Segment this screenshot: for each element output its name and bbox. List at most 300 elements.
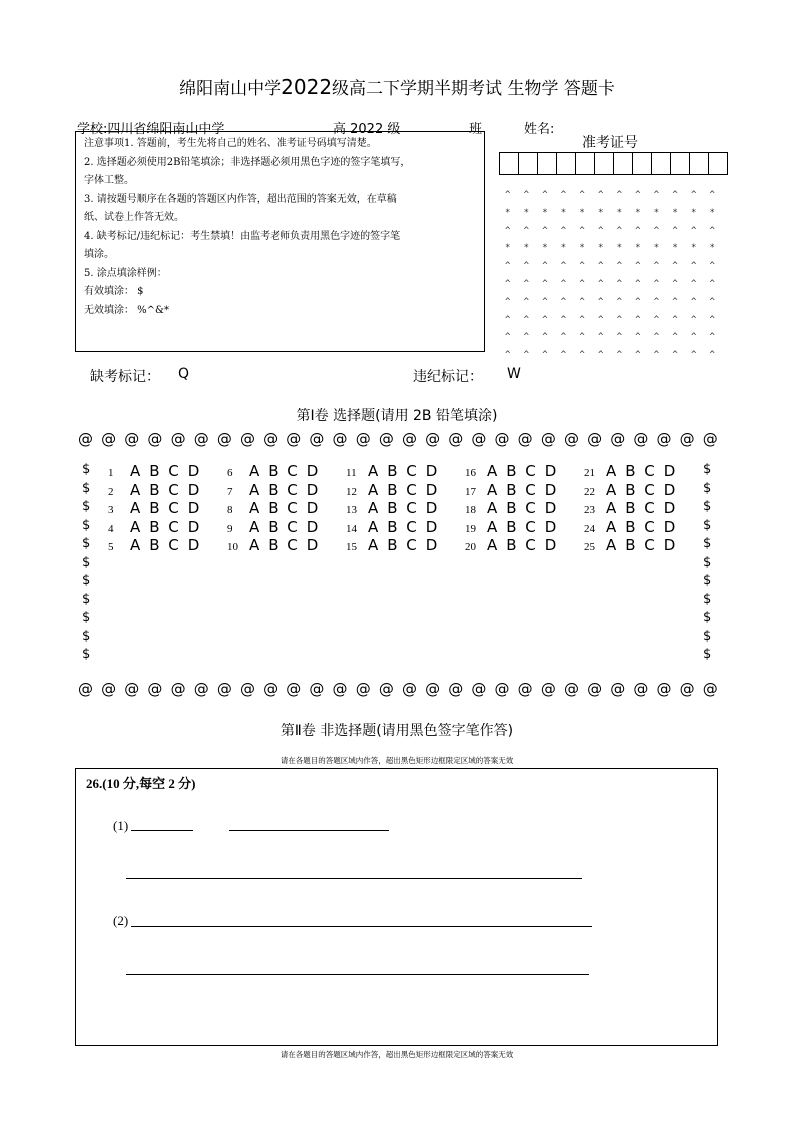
border-at-mark: @ [263, 680, 279, 698]
ticket-bubble[interactable]: ^ [635, 296, 641, 307]
ticket-bubble[interactable]: ^ [523, 225, 530, 236]
option-bubbles[interactable]: ABCD [487, 517, 566, 536]
ticket-bubble[interactable]: ^ [542, 261, 548, 272]
ticket-bubble[interactable]: ^ [653, 296, 660, 307]
ticket-bubble[interactable]: ^ [635, 225, 641, 236]
question-number: 15 [346, 541, 357, 553]
question-number: 8 [227, 504, 233, 516]
border-at-mark: @ [517, 430, 533, 448]
ticket-bubble[interactable]: * [523, 243, 530, 254]
border-at-mark: @ [425, 430, 441, 448]
choice-question[interactable] [227, 462, 346, 480]
absent-mark-bubble[interactable]: Q [178, 366, 190, 382]
border-at-mark: @ [610, 680, 626, 698]
border-dollar-mark: $ [703, 480, 712, 496]
border-at-mark: @ [448, 430, 464, 448]
option-bubbles[interactable]: ABCD [487, 462, 566, 480]
ticket-bubble[interactable]: ^ [616, 350, 622, 361]
option-bubbles[interactable]: ABCD [249, 499, 328, 517]
ticket-bubble[interactable]: ^ [635, 332, 641, 343]
ticket-bubble[interactable]: ^ [542, 314, 548, 325]
question-number: 10 [227, 541, 238, 553]
ticket-bubble[interactable]: * [635, 243, 641, 254]
ticket-bubble-grid[interactable] [500, 190, 720, 368]
ticket-bubble[interactable]: ^ [505, 296, 511, 307]
ticket-grid-row [500, 243, 720, 261]
ticket-bubble[interactable]: ^ [653, 190, 660, 200]
ticket-bubble[interactable]: * [616, 207, 622, 218]
ticket-bubble[interactable]: ^ [653, 261, 660, 272]
school-field: 学校:四川省绵阳南山中学 [77, 122, 225, 137]
option-bubbles[interactable]: ABCD [368, 517, 447, 536]
notice-line: 3. 请按题号顺序在各题的答题区内作答，超出范围的答案无效，在草稿 [84, 193, 397, 205]
answer-line[interactable] [131, 830, 193, 831]
question-number: 24 [584, 522, 595, 535]
answer-line[interactable] [126, 878, 582, 879]
choice-question[interactable] [346, 518, 465, 536]
ticket-bubble[interactable]: ^ [505, 278, 511, 289]
border-at-mark: @ [540, 430, 556, 448]
ticket-bubble[interactable]: ^ [579, 190, 585, 200]
notice-line: 填涂。 [84, 249, 114, 260]
border-at-mark: @ [170, 680, 186, 698]
ticket-bubble[interactable]: * [709, 243, 715, 254]
ticket-bubble[interactable]: ^ [635, 190, 641, 200]
ticket-bubble[interactable]: ^ [709, 261, 715, 272]
option-bubbles[interactable]: ABCD [249, 536, 328, 554]
choice-question[interactable] [346, 499, 465, 517]
ticket-number-boxes[interactable] [500, 152, 728, 175]
option-bubbles[interactable]: ABCD [249, 462, 328, 480]
ticket-bubble[interactable]: * [597, 207, 604, 218]
ticket-bubble[interactable]: ^ [709, 332, 715, 343]
option-bubbles[interactable]: ABCD [606, 499, 685, 517]
question-number: 18 [465, 504, 476, 516]
ticket-bubble[interactable]: ^ [542, 225, 548, 236]
border-top [78, 430, 718, 448]
ticket-bubble[interactable]: ^ [653, 350, 660, 361]
ticket-bubble[interactable]: ^ [579, 296, 585, 307]
border-at-mark: @ [679, 680, 695, 698]
ticket-bubble[interactable]: * [690, 207, 697, 218]
ticket-bubble[interactable]: * [616, 243, 622, 254]
border-dollar-mark: $ [703, 462, 712, 477]
border-at-mark: @ [286, 680, 302, 698]
choice-question[interactable] [584, 462, 703, 480]
ticket-bubble[interactable]: ^ [709, 314, 715, 325]
ticket-bubble[interactable]: * [505, 243, 511, 254]
ticket-bubble[interactable]: ^ [597, 296, 604, 307]
choice-question[interactable] [465, 536, 584, 554]
option-bubbles[interactable]: ABCD [606, 480, 685, 499]
answer-line[interactable] [229, 830, 389, 831]
ticket-bubble[interactable]: ^ [709, 225, 715, 236]
title-year: 2022 [281, 75, 333, 99]
ticket-bubble[interactable]: ^ [653, 314, 660, 325]
notice-line: 有效填涂： $ [84, 286, 144, 297]
ticket-grid-row [500, 226, 720, 244]
border-dollar-mark: $ [703, 647, 712, 662]
ticket-digit-box[interactable] [537, 152, 557, 175]
border-at-mark: @ [494, 430, 510, 448]
option-bubbles[interactable]: ABCD [130, 499, 209, 517]
ticket-bubble[interactable]: ^ [597, 190, 604, 200]
ticket-bubble[interactable]: ^ [597, 278, 604, 289]
answer-area-note-bottom: 请在各题目的答题区域内作答，超出黑色矩形边框限定区域的答案无效 [280, 1050, 514, 1059]
ticket-bubble[interactable]: ^ [505, 314, 511, 325]
ticket-bubble[interactable]: ^ [542, 350, 548, 361]
choice-question[interactable] [346, 462, 465, 480]
title-exam: 级高二下学期半期考试 生物学 答题卡 [332, 79, 615, 99]
ticket-bubble[interactable]: ^ [560, 190, 567, 200]
border-at-mark: @ [147, 680, 163, 698]
choice-question[interactable] [584, 536, 703, 554]
ticket-bubble[interactable]: ^ [560, 350, 567, 361]
ticket-bubble[interactable]: * [709, 207, 715, 218]
border-dollar-mark: $ [703, 517, 712, 533]
border-dollar-mark: $ [82, 628, 91, 644]
ticket-bubble[interactable]: ^ [505, 261, 511, 272]
ticket-bubble[interactable]: ^ [653, 332, 660, 343]
border-at-mark: @ [656, 680, 672, 698]
choice-question[interactable] [108, 499, 227, 517]
border-dollar-mark: $ [82, 573, 91, 588]
choice-question[interactable] [108, 481, 227, 499]
question-number: 19 [465, 522, 476, 535]
q26-part2-label: (2) [113, 913, 129, 928]
border-at-mark: @ [355, 430, 371, 448]
notice-line: 纸、试卷上作答无效。 [84, 212, 184, 223]
ticket-bubble[interactable]: ^ [709, 278, 715, 289]
question-number: 5 [108, 541, 114, 553]
question-number: 3 [108, 504, 114, 516]
ticket-bubble[interactable]: ^ [616, 261, 622, 272]
option-bubbles[interactable]: ABCD [487, 499, 566, 517]
ticket-digit-box[interactable] [651, 152, 671, 175]
ticket-bubble[interactable]: ^ [672, 261, 678, 272]
answer-area-note-top: 请在各题目的答题区域内作答，超出黑色矩形边框限定区域的答案无效 [280, 756, 514, 765]
section1-title: 第Ⅰ卷 选择题(请用 2B 铅笔填涂) [296, 408, 498, 424]
border-dollar-mark: $ [82, 462, 91, 477]
ticket-grid-row [500, 332, 720, 350]
ticket-bubble[interactable]: ^ [690, 190, 697, 200]
option-bubbles[interactable]: ABCD [606, 536, 685, 554]
choice-question[interactable] [584, 481, 703, 499]
ticket-bubble[interactable]: ^ [579, 261, 585, 272]
ticket-bubble[interactable]: ^ [616, 332, 622, 343]
border-at-mark: @ [170, 430, 186, 448]
ticket-bubble[interactable]: ^ [690, 225, 697, 236]
ticket-bubble[interactable]: ^ [690, 314, 697, 325]
ticket-bubble[interactable]: ^ [579, 225, 585, 236]
choice-question[interactable] [346, 481, 465, 499]
answer-line[interactable] [131, 926, 592, 927]
ticket-bubble[interactable]: * [653, 243, 660, 254]
ticket-bubble[interactable]: * [505, 207, 511, 218]
section2-title: 第Ⅱ卷 非选择题(请用黑色签字笔作答) [280, 723, 514, 739]
option-bubbles[interactable]: ABCD [487, 480, 566, 499]
ticket-bubble[interactable]: * [542, 207, 548, 218]
ticket-bubble[interactable]: ^ [523, 350, 530, 361]
ticket-bubble[interactable]: ^ [523, 332, 530, 343]
ticket-bubble[interactable]: ^ [690, 278, 697, 289]
border-at-mark: @ [633, 680, 649, 698]
ticket-bubble[interactable]: * [653, 207, 660, 218]
question-number: 11 [346, 467, 357, 479]
ticket-bubble[interactable]: ^ [523, 190, 530, 200]
choice-question[interactable] [465, 499, 584, 517]
ticket-digit-box[interactable] [575, 152, 595, 175]
ticket-bubble[interactable]: ^ [672, 350, 678, 361]
question-number: 7 [227, 485, 233, 498]
ticket-bubble[interactable]: ^ [597, 350, 604, 361]
ticket-bubble[interactable]: ^ [709, 190, 715, 200]
border-at-mark: @ [378, 430, 394, 448]
title-school: 绵阳南山中学 [179, 79, 282, 99]
option-bubbles[interactable]: ABCD [606, 517, 685, 536]
notice-line: 5. 涂点填涂样例： [84, 267, 167, 279]
ticket-bubble[interactable]: ^ [635, 314, 641, 325]
ticket-bubble[interactable]: ^ [523, 261, 530, 272]
choice-question[interactable] [108, 462, 227, 480]
border-dollar-mark: $ [82, 517, 91, 533]
border-at-mark: @ [471, 430, 487, 448]
ticket-bubble[interactable]: ^ [505, 350, 511, 361]
choice-question[interactable] [227, 536, 346, 554]
question-number: 16 [465, 467, 476, 479]
border-dollar-mark: $ [703, 610, 712, 625]
ticket-bubble[interactable]: ^ [542, 332, 548, 343]
ticket-bubble[interactable]: ^ [597, 332, 604, 343]
choice-question[interactable] [584, 499, 703, 517]
ticket-bubble[interactable]: ^ [690, 296, 697, 307]
question-number: 6 [227, 467, 233, 479]
border-at-mark: @ [679, 430, 695, 448]
border-at-mark: @ [587, 430, 603, 448]
choice-question[interactable] [227, 518, 346, 536]
ticket-bubble[interactable]: ^ [616, 190, 622, 200]
border-at-mark: @ [633, 430, 649, 448]
ticket-bubble[interactable]: ^ [653, 225, 660, 236]
ticket-bubble[interactable]: ^ [579, 332, 585, 343]
answer-box-26[interactable] [75, 768, 718, 1046]
option-bubbles[interactable]: ABCD [368, 480, 447, 499]
ticket-bubble[interactable]: ^ [672, 225, 678, 236]
question-26-title: 26.(10 分,每空 2 分) [86, 776, 196, 791]
ticket-bubble[interactable]: * [560, 243, 567, 254]
ticket-bubble[interactable]: ^ [579, 314, 585, 325]
ticket-bubble[interactable]: ^ [579, 350, 585, 361]
ticket-bubble[interactable]: * [672, 243, 678, 254]
violation-mark-bubble[interactable]: W [507, 366, 521, 382]
border-dollar-mark: $ [82, 536, 91, 551]
ticket-bubble[interactable]: ^ [597, 225, 604, 236]
question-number: 9 [227, 522, 233, 535]
ticket-bubble[interactable]: ^ [672, 332, 678, 343]
ticket-bubble[interactable]: ^ [690, 332, 697, 343]
ticket-bubble[interactable]: ^ [560, 314, 567, 325]
option-bubbles[interactable]: ABCD [130, 517, 209, 536]
option-bubbles[interactable]: ABCD [249, 517, 328, 536]
ticket-bubble[interactable]: ^ [523, 278, 530, 289]
ticket-bubble[interactable]: * [560, 207, 567, 218]
option-bubbles[interactable]: ABCD [368, 462, 447, 480]
border-at-mark: @ [702, 680, 718, 698]
ticket-bubble[interactable]: ^ [505, 332, 511, 343]
ticket-bubble[interactable]: ^ [523, 314, 530, 325]
ticket-bubble[interactable]: * [672, 207, 678, 218]
border-dollar-mark: $ [82, 480, 91, 496]
question-number: 4 [108, 522, 114, 535]
border-dollar-mark: $ [82, 647, 91, 662]
question-number: 23 [584, 504, 595, 516]
ticket-grid-row [500, 315, 720, 333]
ticket-bubble[interactable]: ^ [597, 314, 604, 325]
question-number: 13 [346, 504, 357, 516]
notice-line: 2. 选择题必须使用2B铅笔填涂；非选择题必须用黑色字迹的签字笔填写， [84, 156, 411, 168]
name-field[interactable]: 姓名: [524, 122, 555, 137]
option-bubbles[interactable]: ABCD [368, 536, 447, 554]
option-bubbles[interactable]: ABCD [368, 499, 447, 517]
choice-question[interactable] [584, 518, 703, 536]
violation-mark-label: 违纪标记： [413, 369, 483, 385]
border-at-mark: @ [656, 430, 672, 448]
ticket-bubble[interactable]: ^ [542, 296, 548, 307]
ticket-bubble[interactable]: * [597, 243, 604, 254]
choice-question[interactable] [227, 481, 346, 499]
ticket-bubble[interactable]: ^ [672, 296, 678, 307]
ticket-grid-row [500, 190, 720, 208]
absent-mark-label: 缺考标记： [90, 369, 160, 385]
ticket-bubble[interactable]: ^ [709, 296, 715, 307]
ticket-bubble[interactable]: ^ [579, 278, 585, 289]
ticket-bubble[interactable]: ^ [635, 278, 641, 289]
ticket-bubble[interactable]: * [542, 243, 548, 254]
grade-field: 高 2022 级 [333, 122, 401, 137]
border-at-mark: @ [216, 680, 232, 698]
ticket-bubble[interactable]: ^ [635, 350, 641, 361]
border-at-mark: @ [378, 680, 394, 698]
border-at-mark: @ [147, 430, 163, 448]
ticket-bubble[interactable]: ^ [672, 278, 678, 289]
ticket-bubble[interactable]: * [690, 243, 697, 254]
choice-question[interactable] [465, 462, 584, 480]
ticket-bubble[interactable]: ^ [616, 296, 622, 307]
border-dollar-mark: $ [703, 628, 712, 644]
ticket-bubble[interactable]: ^ [560, 332, 567, 343]
ticket-bubble[interactable]: ^ [690, 261, 697, 272]
answer-line[interactable] [126, 974, 589, 975]
ticket-bubble[interactable]: * [579, 207, 585, 218]
ticket-digit-box[interactable] [518, 152, 538, 175]
ticket-bubble[interactable]: ^ [560, 225, 567, 236]
choice-question[interactable] [108, 518, 227, 536]
border-at-mark: @ [563, 430, 579, 448]
question-number: 22 [584, 485, 595, 498]
ticket-bubble[interactable]: ^ [635, 261, 641, 272]
question-number: 21 [584, 467, 595, 479]
ticket-bubble[interactable]: ^ [690, 350, 697, 361]
choice-question[interactable] [346, 536, 465, 554]
ticket-bubble[interactable]: ^ [560, 296, 567, 307]
question-number: 25 [584, 541, 595, 553]
choice-question[interactable] [465, 481, 584, 499]
choice-question[interactable] [227, 499, 346, 517]
option-bubbles[interactable]: ABCD [487, 536, 566, 554]
ticket-bubble[interactable]: * [635, 207, 641, 218]
border-at-mark: @ [101, 430, 117, 448]
ticket-digit-box[interactable] [594, 152, 614, 175]
border-at-mark: @ [587, 680, 603, 698]
ticket-bubble[interactable]: ^ [560, 278, 567, 289]
border-at-mark: @ [309, 430, 325, 448]
ticket-bubble[interactable]: ^ [523, 296, 530, 307]
ticket-bubble[interactable]: ^ [597, 261, 604, 272]
border-at-mark: @ [494, 680, 510, 698]
ticket-bubble[interactable]: ^ [672, 190, 678, 200]
border-at-mark: @ [193, 680, 209, 698]
border-at-mark: @ [355, 680, 371, 698]
option-bubbles[interactable]: ABCD [606, 462, 685, 480]
choice-row [108, 499, 703, 517]
notice-line: 字体工整。 [84, 175, 134, 186]
border-at-mark: @ [540, 680, 556, 698]
border-at-mark: @ [124, 680, 140, 698]
ticket-bubble[interactable]: * [523, 207, 530, 218]
ticket-digit-box[interactable] [499, 152, 519, 175]
question-number: 2 [108, 485, 114, 498]
border-at-mark: @ [101, 680, 117, 698]
ticket-bubble[interactable]: * [579, 243, 585, 254]
ticket-bubble[interactable]: ^ [616, 225, 622, 236]
ticket-digit-box[interactable] [689, 152, 709, 175]
choice-question[interactable] [108, 536, 227, 554]
ticket-digit-box[interactable] [670, 152, 690, 175]
ticket-digit-box[interactable] [632, 152, 652, 175]
border-at-mark: @ [702, 430, 718, 448]
ticket-bubble[interactable]: ^ [560, 261, 567, 272]
ticket-bubble[interactable]: ^ [616, 278, 622, 289]
border-at-mark: @ [216, 430, 232, 448]
choice-row [108, 536, 703, 554]
option-bubbles[interactable]: ABCD [249, 480, 328, 499]
border-dollar-mark: $ [703, 591, 712, 607]
page-title [0, 74, 794, 99]
border-at-mark: @ [425, 680, 441, 698]
border-dollar-mark: $ [82, 499, 91, 514]
ticket-digit-box[interactable] [556, 152, 576, 175]
ticket-digit-box[interactable] [708, 152, 728, 175]
ticket-bubble[interactable]: ^ [672, 314, 678, 325]
ticket-bubble[interactable]: ^ [616, 314, 622, 325]
ticket-bubble[interactable]: ^ [505, 190, 511, 200]
ticket-bubble[interactable]: ^ [505, 225, 511, 236]
ticket-number-label: 准考证号 [582, 135, 638, 151]
option-bubbles[interactable]: ABCD [130, 536, 209, 554]
border-dollar-mark: $ [703, 573, 712, 588]
option-bubbles[interactable]: ABCD [130, 462, 209, 480]
ticket-bubble[interactable]: ^ [542, 278, 548, 289]
ticket-digit-box[interactable] [613, 152, 633, 175]
ticket-bubble[interactable]: ^ [653, 278, 660, 289]
ticket-bubble[interactable]: ^ [542, 190, 548, 200]
choice-question[interactable] [465, 518, 584, 536]
option-bubbles[interactable]: ABCD [130, 480, 209, 499]
notice-line: 注意事项1. 答题前，考生先将自己的姓名、准考证号码填写清楚。 [84, 138, 377, 149]
ticket-bubble[interactable]: ^ [709, 350, 715, 361]
border-at-mark: @ [193, 430, 209, 448]
question-number: 12 [346, 485, 357, 498]
